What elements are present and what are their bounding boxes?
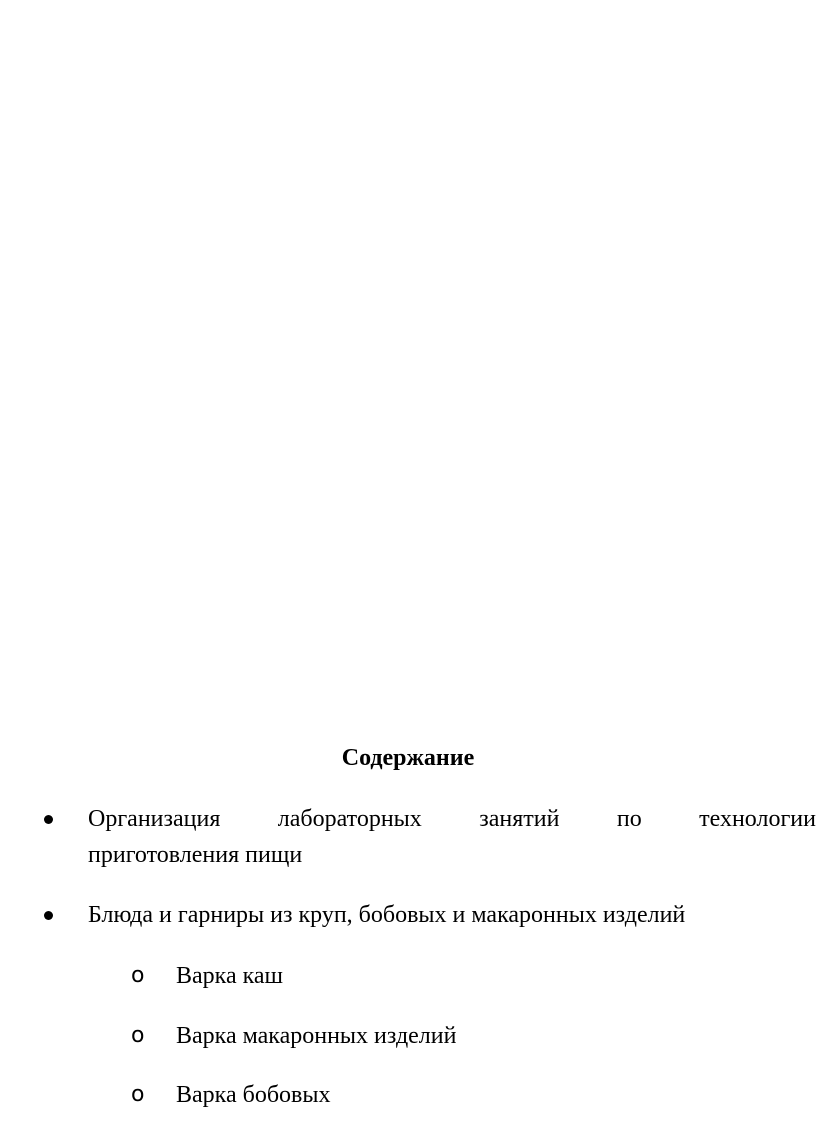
bullet-dot-icon bbox=[44, 911, 53, 920]
item-1-word: Организация bbox=[88, 806, 221, 832]
circle-bullet-icon: o bbox=[131, 1023, 145, 1048]
bullet-dot-icon bbox=[44, 815, 53, 824]
contents-item-1-line-2: приготовления пищи bbox=[88, 842, 303, 868]
circle-bullet-icon: o bbox=[131, 1082, 145, 1107]
item-1-word: занятий bbox=[479, 806, 560, 832]
item-1-word: по bbox=[616, 806, 642, 832]
contents-item-1-line-1 bbox=[88, 803, 816, 835]
contents-subitem-2: Варка макаронных изделий bbox=[176, 1023, 457, 1049]
contents-item-2: Блюда и гарниры из круп, бобовых и макаронных изделий bbox=[88, 902, 686, 928]
circle-bullet-icon: o bbox=[131, 963, 145, 988]
contents-heading: Содержание bbox=[341, 745, 475, 771]
contents-subitem-3: Варка бобовых bbox=[176, 1082, 331, 1108]
item-1-word: лабораторных bbox=[277, 806, 422, 832]
item-1-word: технологии bbox=[699, 806, 816, 832]
contents-subitem-1: Варка каш bbox=[176, 963, 284, 989]
